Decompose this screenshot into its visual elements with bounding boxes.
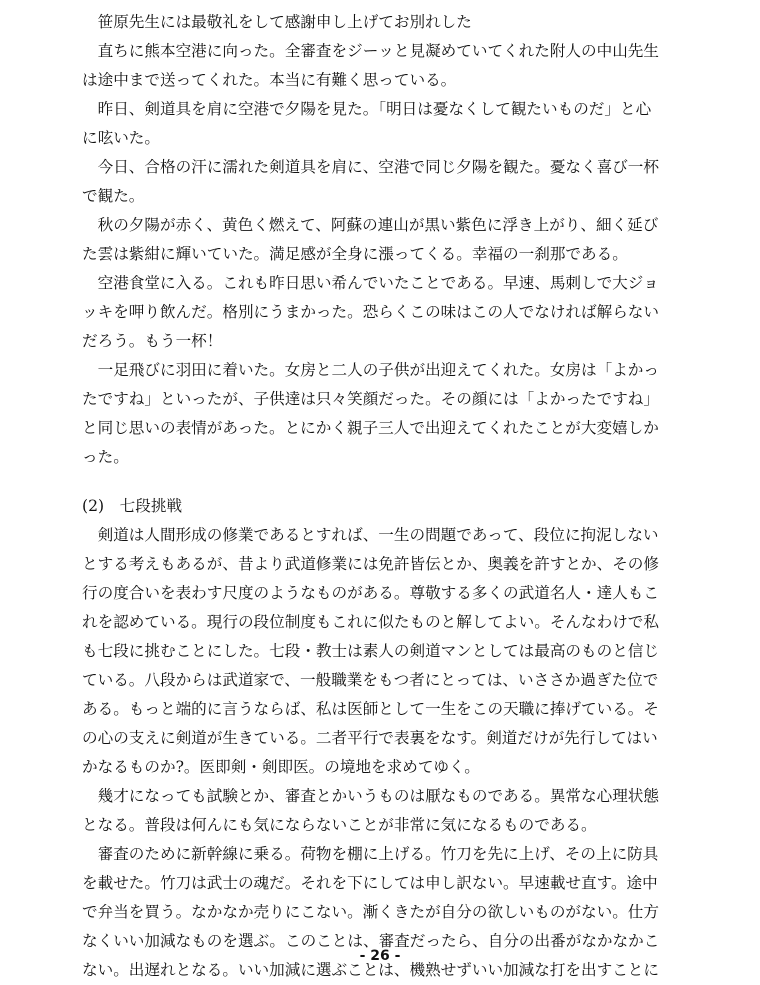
text-line: も七段に挑むことにした。七段・教士は素人の剣道マンとしては最高のものと信じ [82, 642, 659, 660]
text-line: 直ちに熊本空港に向った。全審査をジーッと見凝めていてくれた附人の中山先生 [82, 42, 659, 60]
text-line: に呟いた。 [82, 129, 160, 147]
text-line: ッキを呷り飲んだ。格別にうまかった。恐らくこの味はこの人でなければ解らない [82, 303, 659, 321]
body-text [82, 8, 682, 985]
text-line: 幾才になっても試験とか、審査とかいうものは厭なものである。異常な心理状態 [82, 787, 659, 805]
text-line: た雲は紫紺に輝いていた。満足感が全身に漲ってくる。幸福の一刹那である。 [82, 245, 628, 263]
text-line: なくいい加減なものを選ぶ。このことは、審査だったら、自分の出番がなかなかこ [82, 932, 660, 950]
text-line: かなるものか?。医即剣・剣即医。の境地を求めてゆく。 [82, 758, 480, 776]
text-line: と同じ思いの表情があった。とにかく親子三人で出迎えてくれたことが大変嬉しか [82, 419, 659, 437]
text-line: ない。出遅れとなる。いい加減に選ぶことは、機熟せずいい加減な打を出すことに [82, 961, 659, 979]
text-line: 今日、合格の汗に濡れた剣道具を肩に、空港で同じ夕陽を観た。憂なく喜び一杯 [82, 158, 659, 176]
text-line: とする考えもあるが、昔より武道修業には免許皆伝とか、奥義を許すとか、その修 [82, 555, 659, 573]
text-line: 昨日、剣道具を肩に空港で夕陽を見た。「明日は憂なくして観たいものだ」と心 [82, 100, 652, 118]
text-line: れを認めている。現行の段位制度もこれに似たものと解してよい。そんなわけで私 [82, 613, 659, 631]
text-line: 笹原先生には最敬礼をして感謝申し上げてお別れした [82, 13, 472, 31]
text-line: 剣道は人間形成の修業であるとすれば、一生の問題であって、段位に拘泥しない [82, 526, 659, 544]
text-line: ている。八段からは武道家で、一般職業をもつ者にとっては、いささか過ぎた位で [82, 671, 659, 689]
section-gap [82, 472, 682, 492]
text-line: ある。もっと端的に言うならば、私は医師として一生をこの天職に捧げている。そ [82, 700, 659, 718]
text-line: 審査のために新幹線に乗る。荷物を棚に上げる。竹刀を先に上げ、その上に防具 [82, 845, 659, 863]
text-line: で観た。 [82, 187, 145, 205]
narrative-paragraphs [82, 8, 682, 472]
text-line: は途中まで送ってくれた。本当に有難く思っている。 [82, 71, 457, 89]
text-line: 一足飛びに羽田に着いた。女房と二人の子供が出迎えてくれた。女房は「よかっ [82, 361, 659, 379]
text-line: だろう。もう一杯！ [82, 332, 223, 350]
text-line: 行の度合いを表わす尺度のようなものがある。尊敬する多くの武道名人・達人もこ [82, 584, 659, 602]
text-line: 空港食堂に入る。これも昨日思い希んでいたことである。早速、馬刺しで大ジョ [82, 274, 659, 292]
text-line: の心の支えに剣道が生きている。二者平行で表裏をなす。剣道だけが先行してはい [82, 729, 658, 747]
text-line: で弁当を買う。なかなか売りにこない。漸くきたが自分の欲しいものがない。仕方 [82, 903, 659, 921]
text-line: となる。普段は何んにも気にならないことが非常に気になるものである。 [82, 816, 597, 834]
section-heading: (2) 七段挑戦 [82, 497, 183, 515]
section-paragraphs [82, 521, 682, 985]
page-number: - 26 - [359, 948, 401, 964]
text-line: たですね」といったが、子供達は只々笑顔だった。その顔には「よかったですね」 [82, 390, 659, 408]
text-line: った。 [82, 448, 129, 466]
text-line: 秋の夕陽が赤く、黄色く燃えて、阿蘇の連山が黒い紫色に浮き上がり、細く延び [82, 216, 659, 234]
text-line: を載せた。竹刀は武士の魂だ。それを下にしては申し訳ない。早速載せ直す。途中 [82, 874, 658, 892]
